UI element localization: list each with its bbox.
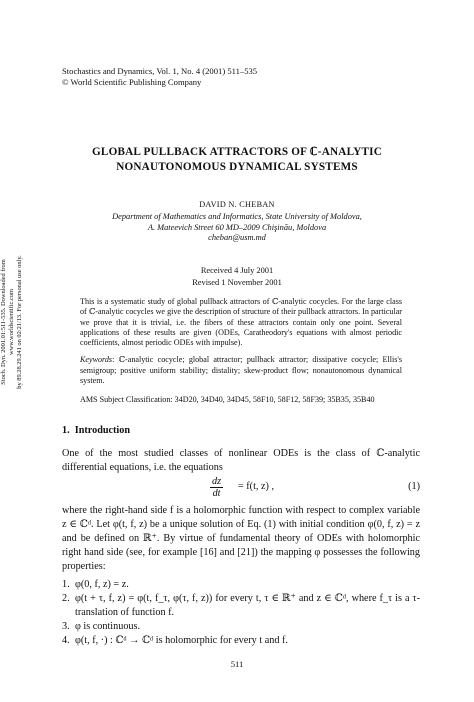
margin-note-line1: Stoch. Dyn. 2001.01:511-535. Downloaded from www.worldscientific.com [0, 259, 15, 385]
author-email: cheban@usm.md [208, 233, 266, 243]
keywords [80, 355, 402, 386]
paragraph-1: One of the most studied classes of nonlinear ODEs is the class of ℂ-analytic differential equations, i.e. the equations [62, 448, 420, 473]
keywords-text: : ℂ-analytic cocycle; global attractor; pullback attractor; dissipative cocycle; Ellis's semigroup; positive uniform stability; distality; skew-product flow; nonautonomous dynamical system. [80, 355, 402, 386]
list-item-number: 2. [62, 593, 70, 604]
properties-list [62, 578, 420, 648]
list-item-text: φ is continuous. [75, 621, 141, 632]
equation-fraction [210, 476, 223, 499]
equation-rhs: = f(t, z) , [238, 481, 275, 492]
section-title: Introduction [74, 425, 131, 436]
list-item-number: 4. [62, 635, 70, 646]
list-item-number: 1. [62, 579, 70, 590]
equation-1 [62, 476, 420, 500]
list-item [62, 634, 420, 648]
section-number: 1. [62, 425, 70, 436]
title-line2: NONAUTONOMOUS DYNAMICAL SYSTEMS [116, 160, 358, 173]
equation-denominator: dt [212, 488, 221, 499]
list-item-number: 3. [62, 621, 70, 632]
author-name: DAVID N. CHEBAN [199, 200, 275, 209]
dates-block [40, 265, 434, 288]
page-number: 511 [230, 659, 244, 669]
list-item-text: φ(0, f, z) = z. [75, 579, 129, 590]
affiliation-line2: A. Mateevich Street 60 MD–2009 Chişinău, Moldova [147, 222, 327, 232]
list-item [62, 578, 420, 592]
journal-header [62, 66, 257, 88]
equation-numerator: dz [212, 476, 222, 487]
revised-date: Revised 1 November 2001 [192, 277, 282, 287]
list-item-text: φ(t + τ, f, z) = φ(t, f_τ, φ(τ, f, z)) for every t, τ ∈ ℝ⁺ and z ∈ ℂᵈ, where f_τ is a τ-translation of function f. [75, 593, 420, 618]
abstract-text: This is a systematic study of global pullback attractors of ℂ-analytic cocycles. For the large class of ℂ-analytic cocycles we give the description of structure of their pullback attractors. In particular we prove that it is trivial, i.e. the fibers of these attractors contain only one point. Several applications of these results are given (ODEs, Caratheodory's equations with almost periodic coefficients, almost periodic ODEs with impulse). [80, 297, 402, 348]
equation-number: (1) [408, 481, 420, 492]
copyright-line: © World Scientific Publishing Company [62, 77, 202, 87]
abstract [80, 297, 402, 406]
list-item [62, 592, 420, 620]
download-margin-note [0, 237, 24, 407]
list-item [62, 620, 420, 634]
keywords-label: Keywords [80, 355, 113, 365]
section-heading [62, 425, 130, 436]
received-date: Received 4 July 2001 [200, 266, 274, 275]
author-block [40, 199, 434, 244]
affiliation-line1: Department of Mathematics and Informatics, State University of Moldova, [112, 212, 362, 221]
ams-classification: AMS Subject Classification: 34D20, 34D40, 34D45, 58F10, 58F12, 58F39; 35B35, 35B40 [80, 395, 375, 405]
title-line1: GLOBAL PULLBACK ATTRACTORS OF ℂ-ANALYTIC [92, 146, 382, 158]
margin-note-line2: by 89.28.29.241 on 02/21/13. For personal use only. [16, 255, 23, 389]
paragraph-2: where the right-hand side f is a holomorphic function with respect to complex variable z ∈ ℂᵈ. Let φ(t, f, z) be a unique solution of Eq. (1) with initial condition φ(0, f, z) = z and be defined on ℝ⁺. By virtue of fundamental theory of ODEs with holomorphic right hand side (see, for example [16] and [21]) the mapping φ possesses the following properties: [62, 505, 420, 572]
paper-title [40, 145, 434, 174]
list-item-text: φ(t, f, ·) : ℂᵈ → ℂᵈ is holomorphic for every t and f. [75, 635, 288, 646]
journal-citation: Stochastics and Dynamics, Vol. 1, No. 4 (2001) 511–535 [62, 66, 258, 76]
